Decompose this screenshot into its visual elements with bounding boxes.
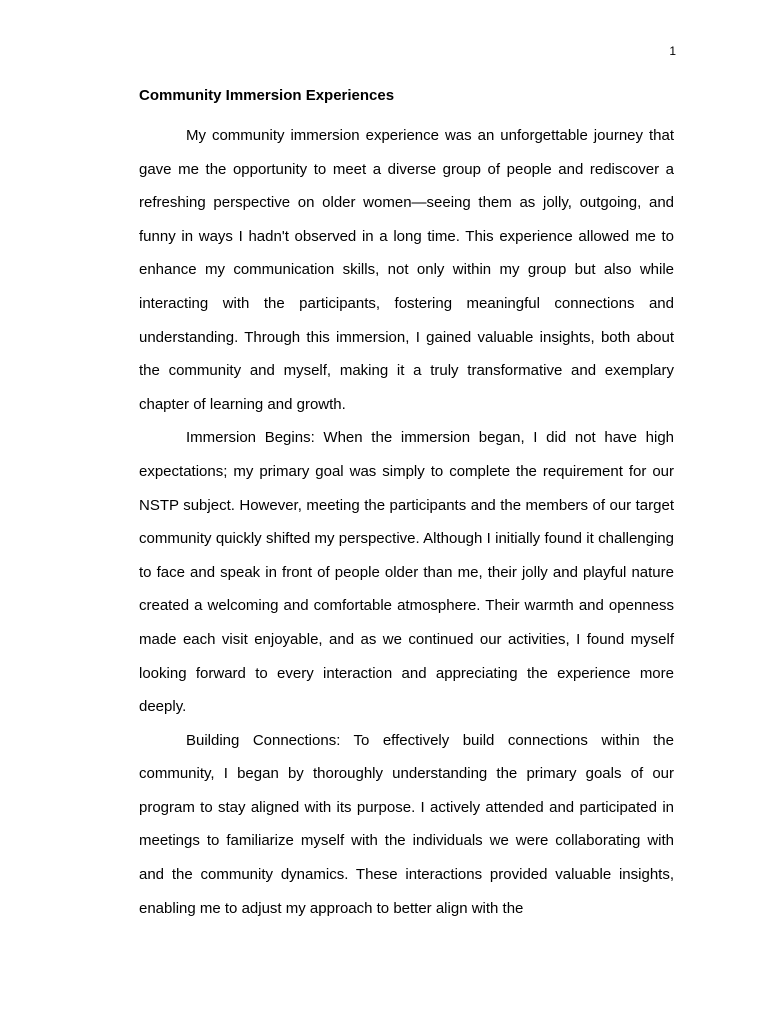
document-title: Community Immersion Experiences (139, 87, 395, 104)
document-body (139, 86, 674, 925)
page-number: 1 (669, 44, 676, 58)
paragraph-building-connections: Building Connections: To effectively build connections within the community, I began by thoroughly understanding the primary goals of our program to stay aligned with its purpose. I actively attended and participated in meetings to familiarize myself with the individuals we were collaborating with and the community dynamics. These interactions provided valuable insights, enabling me to adjust my approach to better align with the (139, 731, 674, 917)
paragraph-intro: My community immersion experience was an unforgettable journey that gave me the opportunity to meet a diverse group of people and rediscover a refreshing perspective on older women—seeing them as jolly, outgoing, and funny in ways I hadn't observed in a long time. This experience allowed me to enhance my communication skills, not only within my group but also while interacting with the participants, fostering meaningful connections and understanding. Through this immersion, I gained valuable insights, both about the community and myself, making it a truly transformative and exemplary chapter of learning and growth. (139, 127, 674, 413)
paragraph-immersion-begins: Immersion Begins: When the immersion began, I did not have high expectations; my primary goal was simply to complete the requirement for our NSTP subject. However, meeting the participants and the members of our target community quickly shifted my perspective. Although I initially found it challenging to face and speak in front of people older than me, their jolly and playful nature created a welcoming and comfortable atmosphere. Their warmth and openness made each visit enjoyable, and as we continued our activities, I found myself looking forward to every interaction and appreciating the experience more deeply. (139, 429, 674, 716)
